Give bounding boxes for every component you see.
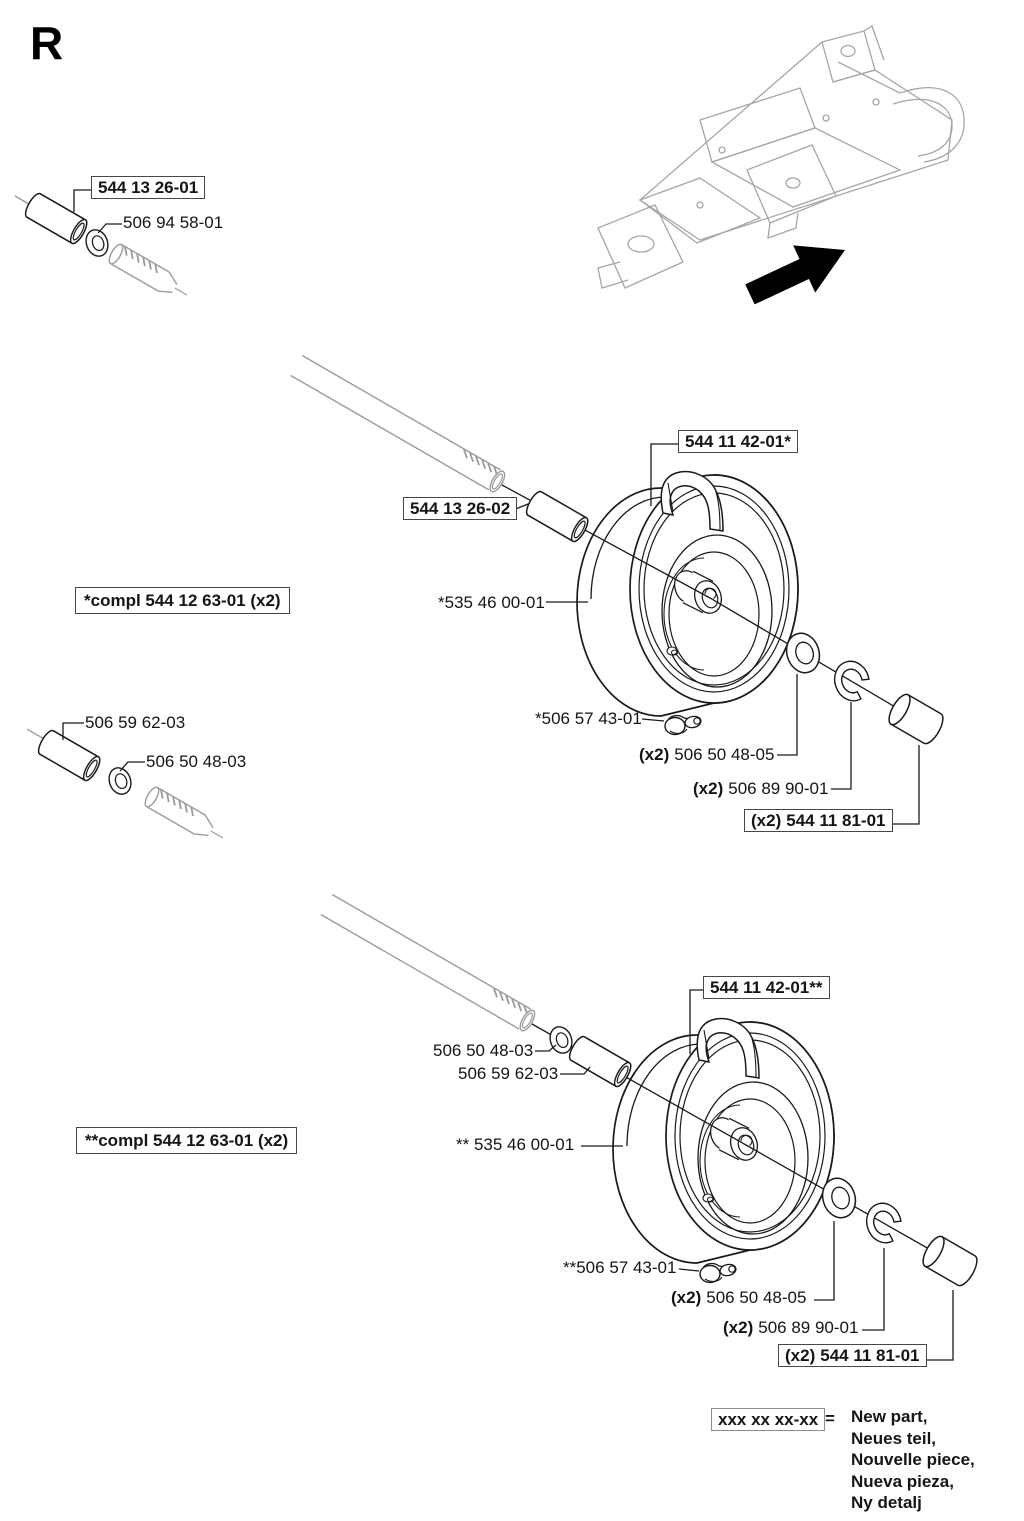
wheel1-tire-part-label: *535 46 00-01 <box>438 593 545 612</box>
wheel2-snapring-qty: (x2) <box>723 1318 754 1337</box>
wheel1-snapring-qty: (x2) <box>693 779 724 798</box>
wheel1-snapring-part-label <box>693 779 828 798</box>
wheel1-assembly-note-box: *compl 544 12 63-01 (x2) <box>75 587 290 614</box>
wheel1-axle-bushing-box: 544 13 26-02 <box>403 497 517 520</box>
wheel2-washer-qty: (x2) <box>671 1288 702 1307</box>
wheel2-tire-part-label: ** 535 46 00-01 <box>456 1135 575 1154</box>
wheel2-cap-qty: (x2) <box>785 1346 816 1365</box>
wheel1-cap-num: 544 11 81-01 <box>786 811 886 830</box>
wheel2-bushing-label: 506 59 62-03 <box>458 1064 559 1083</box>
wheel1-cap-qty: (x2) <box>751 811 782 830</box>
wheel2-washer-num: 506 50 48-05 <box>706 1288 807 1307</box>
legend-line-de: Neues teil, <box>851 1428 937 1448</box>
location-arrow-icon <box>745 245 845 304</box>
wheel <box>577 472 798 716</box>
wheel2-front-washer-label: 506 50 48-03 <box>433 1041 534 1060</box>
legend-translations <box>851 1406 975 1514</box>
wheel1-washer-qty: (x2) <box>639 745 670 764</box>
wheel1-cap-part-box <box>744 809 893 832</box>
wheel1-part-box: 544 11 42-01* <box>678 430 798 453</box>
mid-bushing-part-label: 506 59 62-03 <box>85 713 186 732</box>
legend-line-sv: Ny detalj <box>851 1493 922 1512</box>
splined-shaft <box>143 785 229 847</box>
wheel2-snapring-part-label <box>723 1318 858 1337</box>
legend-line-fr: Nouvelle piece, <box>851 1450 975 1469</box>
legend-code-box: xxx xx xx-xx <box>711 1408 825 1431</box>
wheel1-washer-num: 506 50 48-05 <box>674 745 775 764</box>
axle-tube <box>291 356 508 494</box>
top-axle-assembly <box>15 190 193 305</box>
wheel2-clip-part-label: **506 57 43-01 <box>563 1258 677 1277</box>
wheel2-part-box: 544 11 42-01** <box>703 976 830 999</box>
bushing-506596203 <box>36 728 103 782</box>
wheel1-snapring-num: 506 89 90-01 <box>728 779 829 798</box>
wheel-assembly-2 <box>321 895 981 1360</box>
wheel2-snapring-num: 506 89 90-01 <box>758 1318 859 1337</box>
retainer-clip <box>700 1263 737 1283</box>
axle-bushing <box>567 1034 634 1088</box>
legend-line-es: Nueva pieza, <box>851 1471 954 1491</box>
top-washer-part-label: 506 94 58-01 <box>123 213 224 232</box>
page-section-letter: R <box>30 17 64 69</box>
wheel <box>613 1019 834 1263</box>
splined-shaft <box>107 242 193 304</box>
legend-line-en: New part, <box>851 1407 928 1426</box>
wheel1-washer-part-label <box>639 745 774 764</box>
axle-bushing <box>524 489 591 543</box>
hub-cap <box>919 1233 981 1288</box>
mid-axle-assembly <box>27 723 229 848</box>
wheel1-clip-part-label: *506 57 43-01 <box>535 709 642 728</box>
bushing-544132601 <box>23 191 90 245</box>
axle-tube <box>321 895 538 1033</box>
legend-equals-sign: = <box>825 1409 835 1428</box>
wheel2-cap-part-box <box>778 1344 927 1367</box>
washer-506945801 <box>83 227 112 260</box>
wheel2-assembly-note-box: **compl 544 12 63-01 (x2) <box>76 1127 297 1154</box>
wheel2-washer-part-label <box>671 1288 806 1307</box>
top-bushing-part-box: 544 13 26-01 <box>91 176 205 199</box>
mid-washer-part-label: 506 50 48-03 <box>146 752 247 771</box>
hub-cap <box>885 691 947 746</box>
retainer-clip <box>665 715 702 735</box>
washer-506504803 <box>106 765 135 798</box>
wheel2-cap-num: 544 11 81-01 <box>820 1346 920 1365</box>
chassis-locator-illustration <box>598 26 964 288</box>
wheel-assembly-1 <box>291 356 947 824</box>
